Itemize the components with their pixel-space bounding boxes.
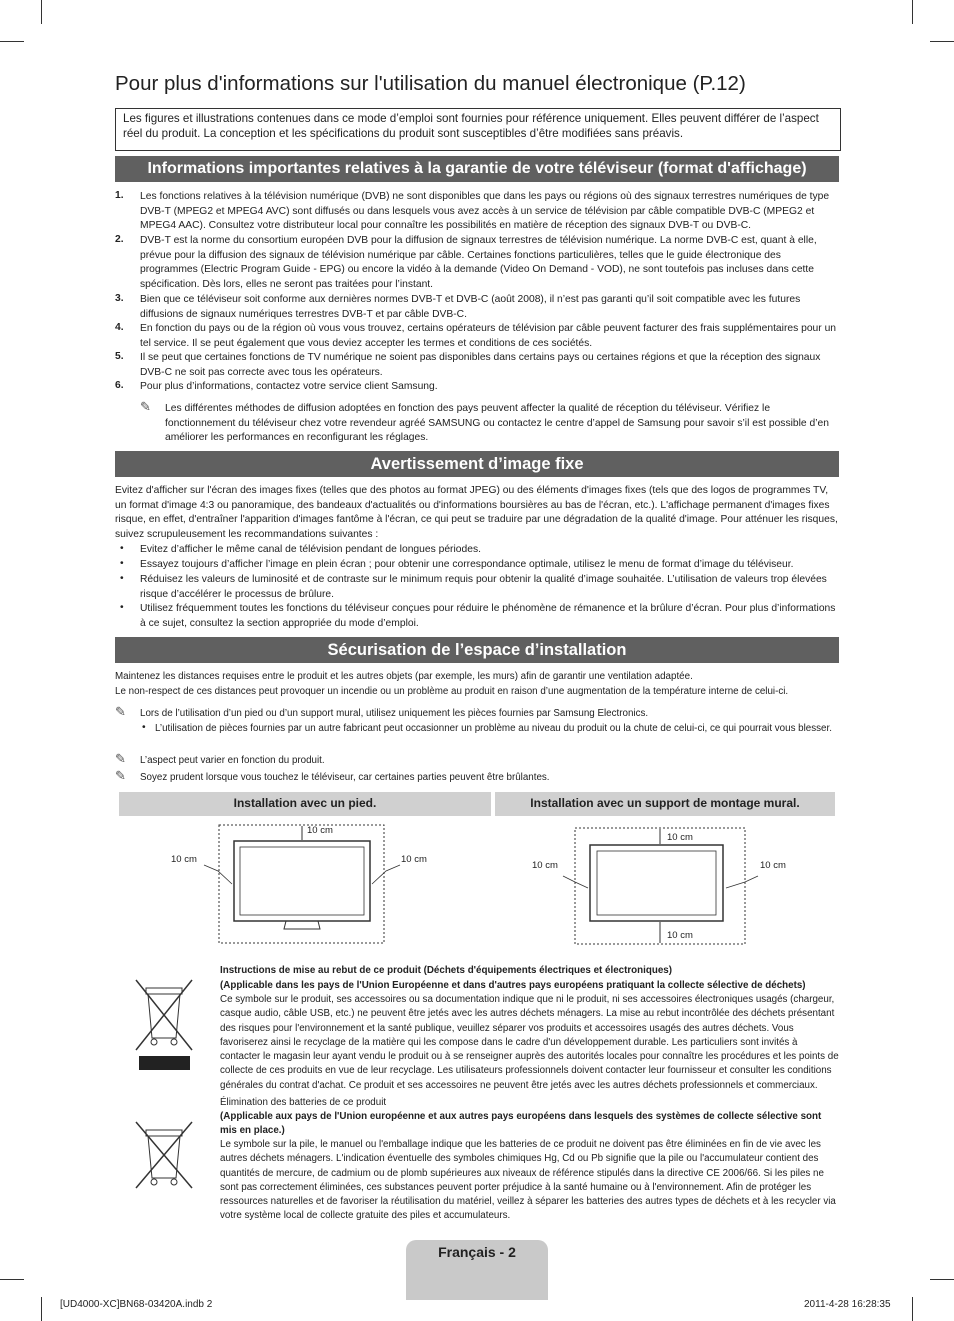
weee-subtitle: (Applicable dans les pays de l'Union Européenne et dans d'autres pays européens pratiquant la collecte sélective de déchets) — [220, 980, 806, 991]
crop-mark — [912, 1297, 913, 1321]
item-number: 2. — [115, 234, 124, 245]
item-number: 5. — [115, 351, 124, 362]
warranty-item-6: Pour plus d’informations, contactez votre service client Samsung. — [140, 381, 438, 392]
clearance-label: 10 cm — [171, 854, 197, 865]
installation-heading: Sécurisation de l’espace d’installation — [115, 637, 839, 663]
warranty-item-3: Bien que ce téléviseur soit conforme aux dernières normes DVB-T et DVB-C (août 2008), il n’est pas garanti qu’il soit compatible avec les futures diffusions de signaux numériques terrestres DVB-T et par câble DVB-C. — [140, 294, 801, 320]
crop-mark — [930, 41, 954, 42]
still-bullet-1: Evitez d’afficher le même canal de télévision pendant de longues périodes. — [140, 544, 481, 555]
weee-title: Instructions de mise au rebut de ce produit (Déchets d'équipements électriques et électroniques) — [220, 965, 673, 976]
crossed-bin-icon — [132, 978, 196, 1073]
pencil-icon: ✎ — [115, 751, 126, 766]
install-note-1: Lors de l’utilisation d’un pied ou d’un support mural, utilisez uniquement les pièces fournies par Samsung Electronics. — [140, 708, 649, 719]
item-number: 6. — [115, 380, 124, 391]
still-bullet-4: Utilisez fréquemment toutes les fonctions du téléviseur conçues pour réduire le phénomène de rémanence et la brûlure d’écran. Pour plus d’informations à ce sujet, consultez la section appropriée du mode d’emploi. — [140, 603, 836, 629]
warranty-item-5: Il se peut que certaines fonctions de TV numérique ne soient pas disponibles dans certains pays ou certaines régions et que la réception des signaux DVB-C ne soit pas correcte avec tous les opérateurs. — [140, 352, 821, 378]
crop-mark — [0, 41, 24, 42]
warranty-heading: Informations importantes relatives à la garantie de votre téléviseur (format d'affichage) — [115, 156, 839, 182]
page-title: Pour plus d'informations sur l'utilisation du manuel électronique (P.12) — [115, 72, 746, 95]
clearance-label: 10 cm — [307, 825, 333, 836]
install-note-3: Soyez prudent lorsque vous touchez le téléviseur, car certaines parties peuvent être brûlantes. — [140, 772, 550, 783]
still-bullet-2: Essayez toujours d’afficher l’image en plein écran ; pour obtenir une correspondance optimale, utilisez le menu de format d’image du téléviseur. — [140, 559, 794, 570]
stand-install-header: Installation avec un pied. — [119, 792, 491, 816]
disclaimer-box: Les figures et illustrations contenues dans ce mode d’emploi sont fournies pour référence uniquement. Elles peuvent différer de l’aspect réel du produit. La conception et les spécifications du produit sont susceptibles d’être modifiées sans préavis. — [115, 108, 841, 151]
still-image-heading: Avertissement d’image fixe — [115, 451, 839, 477]
item-number: 3. — [115, 293, 124, 304]
install-line-1: Maintenez les distances requises entre le produit et les autres objets (par exemple, les murs) afin de garantir une ventilation adaptée. — [115, 671, 693, 682]
clearance-label: 10 cm — [401, 854, 427, 865]
page-number: Français - 2 — [438, 1244, 516, 1260]
clearance-label: 10 cm — [667, 930, 693, 941]
clearance-label: 10 cm — [760, 860, 786, 871]
bullet: • — [120, 602, 124, 613]
item-number: 4. — [115, 322, 124, 333]
pencil-icon: ✎ — [115, 704, 126, 719]
crop-mark — [912, 0, 913, 24]
battery-subtitle: (Applicable aux pays de l'Union européenne et aux autres pays européens dans lesquels des systèmes de collecte sélective sont mis en place.) — [220, 1111, 822, 1137]
warranty-item-1: Les fonctions relatives à la télévision numérique (DVB) ne sont disponibles que dans les pays ou régions où des signaux terrestres numériques de type DVB-T (MPEG2 et MPEG4 AVC) sont diffusés ou dans lesquels vous avez accès à un service de télévision par câble compatible DVB-C (MPEG2 et MPEG4 AAC). Consultez votre distributeur local pour connaître les possibilités en matière de réception des signaux DVB-T ou DVB-C. — [140, 191, 830, 232]
install-line-2: Le non-respect de ces distances peut provoquer un incendie ou un problème au produit en raison d’une augmentation de la température interne de celui-ci. — [115, 686, 789, 697]
crossed-bin-icon — [132, 1120, 196, 1190]
timestamp: 2011-4-28 16:28:35 — [804, 1299, 891, 1310]
crop-mark — [41, 1297, 42, 1321]
warranty-note: Les différentes méthodes de diffusion adoptées en fonction des pays peuvent affecter la qualité de réception du téléviseur. Vérifiez le fonctionnement du téléviseur chez votre revendeur agréé SAMSUNG ou contactez le centre d’appel de Samsung pour savoir s’il est possible d’en améliorer les performances en reconfigurant les réglages. — [165, 403, 829, 444]
bullet: • — [120, 558, 124, 569]
clearance-label: 10 cm — [667, 832, 693, 843]
still-bullet-3: Réduisez les valeurs de luminosité et de contraste sur le minimum requis pour obtenir la qualité d’image souhaitée. L’utilisation de valeurs trop élevées risque d’accélérer le processus de brûlure. — [140, 574, 827, 600]
battery-title: Élimination des batteries de ce produit — [220, 1097, 387, 1108]
file-slug: [UD4000-XC]BN68-03420A.indb 2 — [60, 1299, 213, 1310]
install-note-1-bullet: L’utilisation de pièces fournies par un autre fabricant peut occasionner un problème au niveau du produit ou la chute de celui-ci, ce qui pourrait vous blesser. — [155, 723, 832, 734]
warranty-item-2: DVB-T est la norme du consortium européen DVB pour la diffusion de signaux terrestres de télévision numérique. La norme DVB-C est, quant à elle, prévue pour la diffusion des signaux de télévision numérique par câble. Certaines fonctions particulières, telles que le guide électronique des programmes (Electric Program Guide - EPG) ou encore la vidéo à la demande (Video On Demand - VOD), ne sont toutefois pas incluses dans cette spécification. Dès lors, elles ne seront pas traitées pour l’instant. — [140, 235, 817, 290]
install-note-2: L’aspect peut varier en fonction du produit. — [140, 755, 325, 766]
crop-mark — [930, 1279, 954, 1280]
crop-mark — [41, 0, 42, 24]
bullet: • — [142, 722, 146, 733]
still-image-intro: Evitez d'afficher sur l'écran des images fixes (telles que des photos au format JPEG) ou des éléments d'images fixes (tels que des logos de programmes TV, un format d'image 4:3 ou panoramique, des bandeaux d'actualités ou d'informations boursières au bas de l'écran, etc.). L'affichage permanent d'images fixes risque, en effet, d'entraîner l'apparition d'images fantôme à l'écran, ce qui peut se traduire par une dégradation de la qualité d'image. Pour atténuer les risques, suivez scrupuleusement les recommandations suivantes : — [115, 485, 838, 540]
crop-mark — [0, 1279, 24, 1280]
battery-body: Le symbole sur la pile, le manuel ou l'emballage indique que les batteries de ce produit ne doivent pas être éliminées en fin de vie avec les autres déchets ménagers. L'indication éventuelle des symboles chimiques Hg, Cd ou Pb signifie que la pile ou l'accumulateur contient des quantités de mercure, de cadmium ou de plomb supérieures aux niveaux de référence stipulés dans la directive CE 2006/66. Si les piles ne sont pas correctement éliminées, ces substances peuvent porter préjudice à la santé humaine ou à l'environnement. Afin de protéger les ressources naturelles et de favoriser la réutilisation du matériel, veillez à séparer les batteries des autres types de déchets et à les recycler via votre système local de collecte gratuite des piles et accumulateurs. — [220, 1139, 836, 1222]
item-number: 1. — [115, 190, 124, 201]
bullet: • — [120, 543, 124, 554]
clearance-label: 10 cm — [532, 860, 558, 871]
pencil-icon: ✎ — [140, 399, 151, 414]
pencil-icon: ✎ — [115, 768, 126, 783]
wall-install-header: Installation avec un support de montage mural. — [495, 792, 835, 816]
weee-body: Ce symbole sur le produit, ses accessoires ou sa documentation indique que ni le produit, ni ses accessoires électroniques usagés (chargeur, casque audio, câble USB, etc.) ne peuvent être jetés avec les autres déchets ménagers. La mise au rebut incontrôlée des déchets présentant des risques pour l'environnement et la santé publique, veuillez séparer vos produits et accessoires usagés des autres déchets. Vous favoriserez ainsi le recyclage de la matière qui les compose dans le cadre d'un développement durable. Les particuliers sont invités à contacter le magasin leur ayant vendu le produit ou à se renseigner auprès des autorités locales pour connaître les procédures et les points de collecte de ces produits en vue de leur recyclage. Les utilisateurs professionnels doivent contacter leur fournisseur et consulter les conditions générales du contrat d'achat. Ce produit et ses accessoires ne peuvent être jetés avec les autres déchets professionnels et commerciaux. — [220, 994, 839, 1091]
warranty-item-4: En fonction du pays ou de la région où vous vous trouvez, certains opérateurs de télévision par câble peuvent facturer des frais supplémentaires pour un tel service. Il se peut également que vous deviez accepter les termes et conditions de ces sociétés. — [140, 323, 837, 349]
bullet: • — [120, 573, 124, 584]
